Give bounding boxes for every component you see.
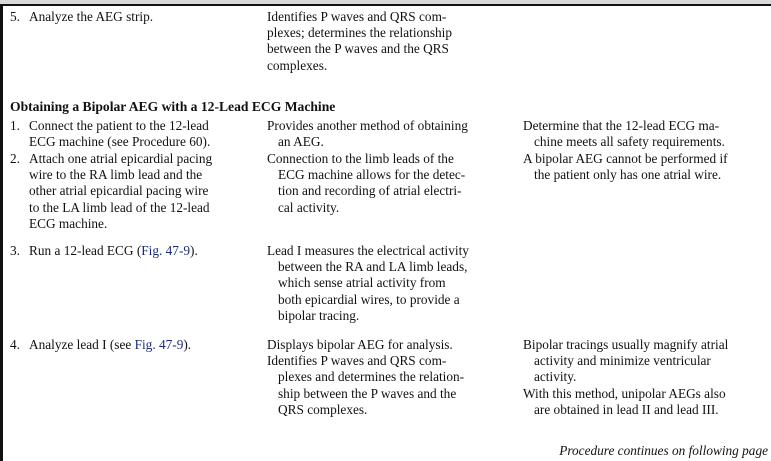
rationale-line: between the RA and LA limb leads, — [278, 259, 468, 275]
note-1 — [523, 118, 771, 150]
rationale-line: complexes. — [267, 57, 328, 73]
rationale-line: both epicardial wires, to provide a — [278, 291, 460, 307]
step-text: Analyze the AEG strip. — [29, 9, 154, 24]
figure-link[interactable]: Fig. 47-9 — [134, 337, 184, 352]
rationale-4 — [267, 337, 517, 418]
note-line: activity and minimize ventricular — [534, 353, 711, 369]
step-text: ). — [190, 243, 198, 258]
rationale-line: Identifies P waves and QRS com- — [267, 9, 447, 24]
step-text: Run a 12-lead ECG ( — [29, 243, 142, 258]
table-top-rule — [0, 4, 771, 6]
step-number: 2. — [10, 151, 20, 166]
rationale-line: plexes; determines the relationship — [267, 25, 452, 41]
step-line: other atrial epicardial pacing wire — [29, 183, 209, 199]
note-line: activity. — [534, 369, 577, 385]
step-1 — [10, 118, 265, 150]
step-number: 3. — [10, 243, 20, 258]
continuation-note: Procedure continues on following page — [559, 443, 768, 458]
section-heading: Obtaining a Bipolar AEG with a 12-Lead ECG Machine — [10, 99, 336, 114]
figure-link[interactable]: Fig. 47-9 — [141, 243, 191, 258]
step-3 — [10, 243, 265, 259]
note-line: Determine that the 12-lead ECG ma- — [523, 118, 720, 133]
rationale-line: Lead I measures the electrical activity — [267, 243, 469, 258]
step-number: 4. — [10, 337, 20, 352]
rationale-line: Provides another method of obtaining — [267, 118, 468, 133]
rationale-line: Connection to the limb leads of the — [267, 151, 454, 166]
note-line: are obtained in lead II and lead III. — [534, 401, 719, 417]
prev-rationale — [267, 9, 528, 74]
prev-step-5 — [10, 9, 279, 25]
note-line: chine meets all safety requirements. — [534, 134, 725, 150]
rationale-line: Displays bipolar AEG for analysis. — [267, 337, 453, 352]
step-line: to the LA limb lead of the 12-lead — [29, 199, 210, 215]
note-line: With this method, unipolar AEGs also — [523, 385, 726, 401]
step-line: Attach one atrial epicardial pacing — [29, 151, 213, 166]
step-number: 5. — [10, 9, 20, 24]
step-text: ). — [183, 337, 192, 352]
step-line: ECG machine (see Procedure 60). — [29, 134, 211, 150]
rationale-line: tion and recording of atrial electri- — [278, 183, 462, 199]
rationale-line: between the P waves and the QRS — [267, 41, 449, 57]
rationale-line: QRS complexes. — [278, 401, 368, 417]
left-margin-bar — [0, 4, 3, 461]
step-4 — [10, 337, 265, 353]
rationale-line: an AEG. — [278, 134, 324, 150]
rationale-line: ship between the P waves and the — [278, 385, 457, 401]
rationale-3 — [267, 243, 517, 324]
rationale-line: Identifies P waves and QRS com- — [267, 353, 447, 369]
step-2 — [10, 151, 265, 232]
step-line: wire to the RA limb lead and the — [29, 167, 203, 183]
rationale-line: ECG machine allows for the detec- — [278, 167, 466, 183]
note-line: A bipolar AEG cannot be performed if — [523, 151, 728, 166]
rationale-line: bipolar tracing. — [278, 307, 360, 323]
note-2 — [523, 151, 771, 183]
rationale-line: cal activity. — [278, 199, 340, 215]
rationale-line: which sense atrial activity from — [278, 275, 446, 291]
note-4 — [523, 337, 771, 418]
note-line: Bipolar tracings usually magnify atrial — [523, 337, 729, 352]
note-line: the patient only has one atrial wire. — [534, 167, 722, 183]
step-number: 1. — [10, 118, 20, 133]
step-text: Analyze lead I (see — [29, 337, 135, 352]
rationale-2 — [267, 151, 517, 216]
step-line: Connect the patient to the 12-lead — [29, 118, 209, 133]
rationale-1 — [267, 118, 517, 150]
step-line: ECG machine. — [29, 215, 108, 231]
rationale-line: plexes and determines the relation- — [278, 369, 465, 385]
